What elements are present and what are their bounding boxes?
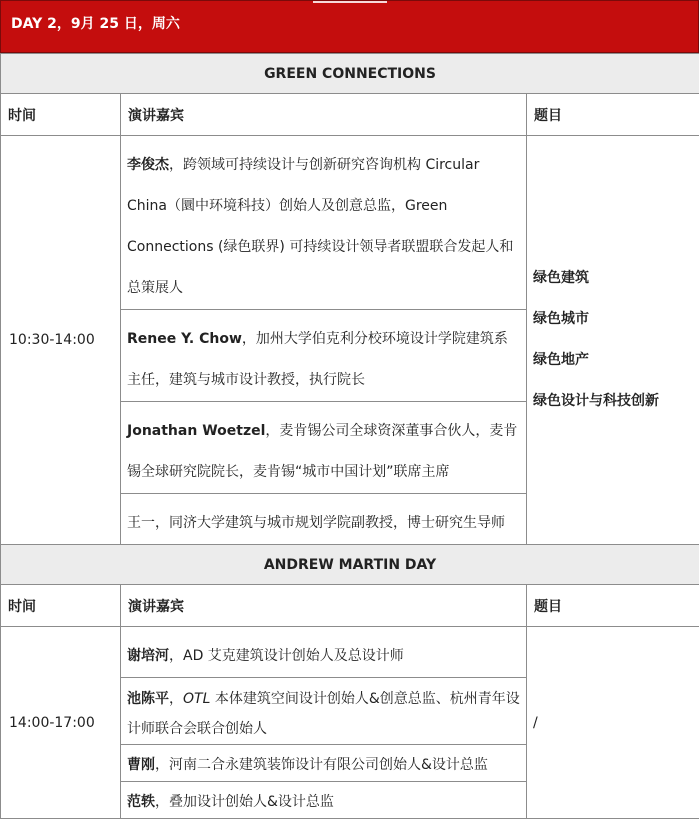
col-header-speaker: 演讲嘉宾 <box>121 585 527 627</box>
session-title: GREEN CONNECTIONS <box>1 54 699 94</box>
topic-item: 绿色设计与科技创新 <box>533 381 699 422</box>
col-header-topic: 题目 <box>527 94 699 136</box>
speaker-desc: ， <box>169 691 183 707</box>
speaker-desc: 王一，同济大学建筑与城市规划学院副教授，博士研究生导师 <box>127 515 505 531</box>
table-row <box>1 627 699 678</box>
speaker-cell <box>121 782 527 819</box>
topics-cell <box>527 136 699 545</box>
session-title-row <box>1 54 699 94</box>
session-title: ANDREW MARTIN DAY <box>1 545 699 585</box>
topic-item: 绿色地产 <box>533 340 699 381</box>
col-header-time: 时间 <box>1 585 121 627</box>
speaker-name: 曹刚 <box>127 757 155 773</box>
day-header-bar <box>0 0 699 53</box>
speaker-cell <box>121 136 527 310</box>
session-time: 10:30-14:00 <box>1 136 121 545</box>
col-header-speaker: 演讲嘉宾 <box>121 94 527 136</box>
topic-item: 绿色城市 <box>533 299 699 340</box>
speaker-cell <box>121 402 527 494</box>
speaker-desc: ，跨领域可持续设计与创新研究咨询机构 Circular China（圜中环境科技）创始人及创意总监，Green Connections (绿色联界) 可持续设计领导者联盟联合发起人和总策展人 <box>127 157 513 296</box>
speaker-name: 李俊杰 <box>127 157 169 173</box>
speaker-cell <box>121 678 527 745</box>
column-header-row <box>1 94 699 136</box>
speaker-name: Renee Y. Chow <box>127 331 242 347</box>
speaker-desc: ，麦肯锡公司全球资深董事合伙人，麦肯锡全球研究院院长，麦肯锡“城市中国计划”联席主席 <box>127 423 517 480</box>
session-title-row <box>1 545 699 585</box>
speaker-desc: ，加州大学伯克利分校环境设计学院建筑系主任，建筑与城市设计教授，执行院长 <box>127 331 508 388</box>
col-header-topic: 题目 <box>527 585 699 627</box>
table-row <box>1 136 699 310</box>
header-tab-notch <box>313 1 387 3</box>
col-header-time: 时间 <box>1 94 121 136</box>
speaker-cell <box>121 745 527 782</box>
speaker-desc-cont: 本体建筑空间设计创始人&创意总监、杭州青年设计师联合会联合创始人 <box>127 691 520 737</box>
speaker-name: 池陈平 <box>127 691 169 707</box>
speaker-name: 谢培河 <box>127 648 169 664</box>
speaker-desc: ，河南二合永建筑装饰设计有限公司创始人&设计总监 <box>155 757 488 773</box>
speaker-name: Jonathan Woetzel <box>127 423 265 439</box>
speaker-desc: ，叠加设计创始人&设计总监 <box>155 794 334 810</box>
speaker-cell <box>121 310 527 402</box>
day-header-title: DAY 2，9月 25 日，周六 <box>11 15 180 33</box>
speaker-cell <box>121 494 527 545</box>
topic-item: 绿色建筑 <box>533 258 699 299</box>
speaker-name: 范轶 <box>127 794 155 810</box>
speaker-cell <box>121 627 527 678</box>
topic-cell: / <box>527 627 699 819</box>
speaker-brand: OTL <box>183 691 210 707</box>
schedule-table <box>0 53 699 819</box>
session-time: 14:00-17:00 <box>1 627 121 819</box>
column-header-row <box>1 585 699 627</box>
speaker-desc: ，AD 艾克建筑设计创始人及总设计师 <box>169 648 404 664</box>
